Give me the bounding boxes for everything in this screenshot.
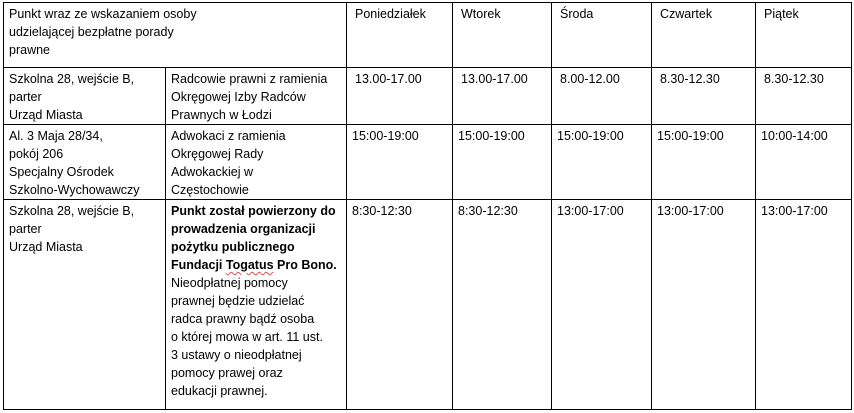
header-day-tuesday: Wtorek (453, 3, 552, 68)
provider-bold-text (171, 204, 337, 272)
provider-cell: Radcowie prawni z ramienia Okręgowej Izby Radców Prawnych w Łodzi (166, 68, 347, 125)
header-location-cell: Punkt wraz ze wskazaniem osoby udzielającej bezpłatne porady prawne (4, 3, 347, 68)
header-day-monday: Poniedziałek (347, 3, 453, 68)
hours-friday: 8.30-12.30 (756, 68, 852, 125)
hours-wednesday: 15:00-19:00 (552, 125, 652, 200)
header-day-friday: Piątek (756, 3, 852, 68)
hours-wednesday: 8.00-12.00 (552, 68, 652, 125)
provider-bold-part-2: Pro Bono. (273, 258, 337, 272)
table-row (4, 68, 852, 125)
provider-cell (166, 200, 347, 410)
provider-description: Nieodpłatnej pomocy prawnej będzie udzielać radca prawny bądź osoba o której mowa w art. 11 ust. 3 ustawy o nieodpłatnej pomocy prawej oraz edukacji prawnej. (171, 276, 323, 398)
hours-monday: 8:30-12:30 (347, 200, 453, 410)
header-day-thursday: Czwartek (652, 3, 756, 68)
hours-friday: 13:00-17:00 (756, 200, 852, 410)
hours-thursday: 13:00-17:00 (652, 200, 756, 410)
provider-cell: Adwokaci z ramienia Okręgowej Rady Adwokackiej w Częstochowie (166, 125, 347, 200)
address-cell: Szkolna 28, wejście B, parter Urząd Miasta (4, 200, 166, 410)
hours-monday: 13.00-17.00 (347, 68, 453, 125)
hours-monday: 15:00-19:00 (347, 125, 453, 200)
provider-bold-part-1: Punkt został powierzony do prowadzenia organizacji pożytku publicznego Fundacji (171, 204, 336, 272)
header-day-wednesday: Środa (552, 3, 652, 68)
hours-tuesday: 15:00-19:00 (453, 125, 552, 200)
hours-thursday: 8.30-12.30 (652, 68, 756, 125)
address-cell: Szkolna 28, wejście B, parter Urząd Miasta (4, 68, 166, 125)
legal-aid-schedule-table (3, 2, 852, 410)
hours-thursday: 15:00-19:00 (652, 125, 756, 200)
hours-friday: 10:00-14:00 (756, 125, 852, 200)
hours-wednesday: 13:00-17:00 (552, 200, 652, 410)
spellcheck-flagged-word: Togatus (225, 258, 274, 272)
table-row (4, 125, 852, 200)
address-cell: Al. 3 Maja 28/34, pokój 206 Specjalny Ośrodek Szkolno-Wychowawczy (4, 125, 166, 200)
table-row (4, 200, 852, 410)
hours-tuesday: 8:30-12:30 (453, 200, 552, 410)
hours-tuesday: 13.00-17.00 (453, 68, 552, 125)
header-row (4, 3, 852, 68)
